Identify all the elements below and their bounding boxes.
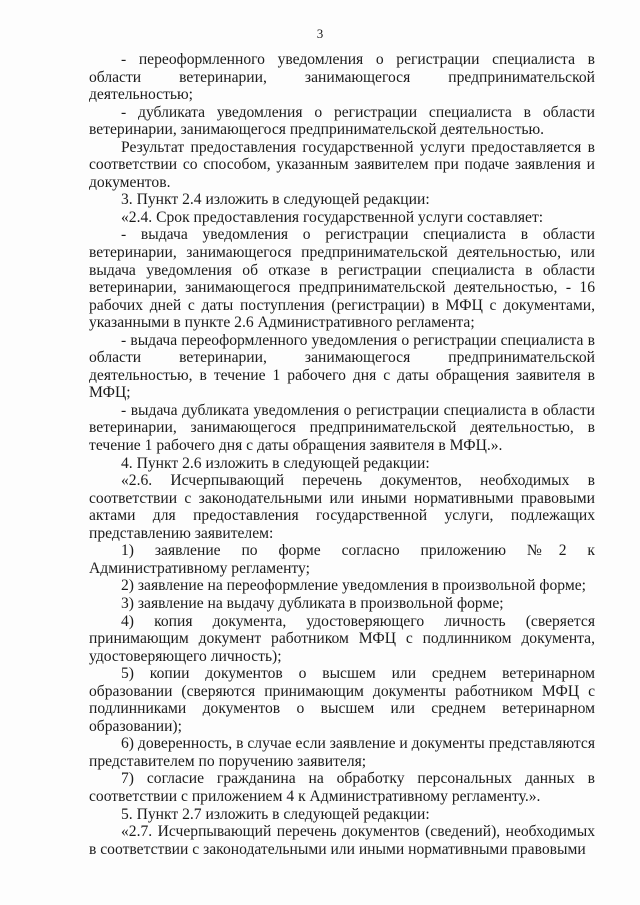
page-number: 3	[316, 26, 324, 41]
paragraph: 5. Пункт 2.7 изложить в следующей редакции:	[121, 805, 430, 823]
paragraph: «2.4. Срок предоставления государственной услуги составляет:	[121, 208, 544, 226]
list-item: 3) заявление на выдачу дубликата в произвольной форме;	[121, 594, 504, 612]
list-item: 4) копия документа, удостоверяющего личность (сверяется принимающим документ работником МФЦ с подлинником документа, удостоверяющего личность);	[89, 612, 595, 665]
paragraph: - выдача уведомления о регистрации специалиста в области ветеринарии, занимающегося предпринимательской деятельностью, или выдача уведомления об отказе в регистрации специалиста в области ветеринарии, занимающегося предпринимательской деятельностью, - 16 рабочих дней с даты поступления (регистрации) в МФЦ с документами, указанными в пункте 2.6 Административного регламента;	[89, 226, 595, 332]
list-item: 7) согласие гражданина на обработку персональных данных в соответствии с приложением 4 к Административному регламенту.».	[89, 770, 595, 805]
paragraph: - выдача дубликата уведомления о регистрации специалиста в области ветеринарии, занимающегося предпринимательской деятельностью, в течение 1 рабочего дня с даты обращения заявителя в МФЦ.».	[89, 401, 595, 455]
list-item: 5) копии документов о высшем или среднем ветеринарном образовании (сверяются принимающим документы работником МФЦ с подлинниками документов о высшем или среднем ветеринарном образовании);	[89, 665, 595, 735]
paragraph: 4. Пункт 2.6 изложить в следующей редакции:	[121, 454, 430, 472]
list-item: 1) заявление по форме согласно приложению №2 к Административному регламенту;	[89, 542, 595, 577]
paragraph: «2.7. Исчерпывающий перечень документов (сведений), необходимых в соответствии с законодательными или иными нормативными правовыми	[89, 823, 595, 858]
list-item: 6) доверенность, в случае если заявление и документы представляются представителем по поручению заявителя;	[89, 735, 595, 770]
paragraph: Результат предоставления государственной услуги предоставляется в соответствии со способом, указанным заявителем при подаче заявления и документов.	[89, 138, 595, 191]
list-item: 2) заявление на переоформление уведомления в произвольной форме;	[121, 577, 586, 595]
paragraph: - выдача переоформленного уведомления о регистрации специалиста в области ветеринарии, занимающегося предпринимательской деятельностью, в течение 1 рабочего дня с даты обращения заявителя в МФЦ;	[89, 331, 595, 402]
paragraph: 3. Пункт 2.4 изложить в следующей редакции:	[121, 191, 430, 209]
document-body	[89, 51, 595, 858]
paragraph: - переоформленного уведомления о регистрации специалиста в области ветеринарии, занимающегося предпринимательской деятельностью;	[89, 51, 595, 104]
paragraph: - дубликата уведомления о регистрации специалиста в области ветеринарии, занимающегося предпринимательской деятельностью.	[89, 103, 595, 139]
paragraph: «2.6. Исчерпывающий перечень документов, необходимых в соответствии с законодательными или иными нормативными правовыми актами для предоставления государственной услуги, подлежащих представлению заявителем:	[89, 472, 595, 542]
